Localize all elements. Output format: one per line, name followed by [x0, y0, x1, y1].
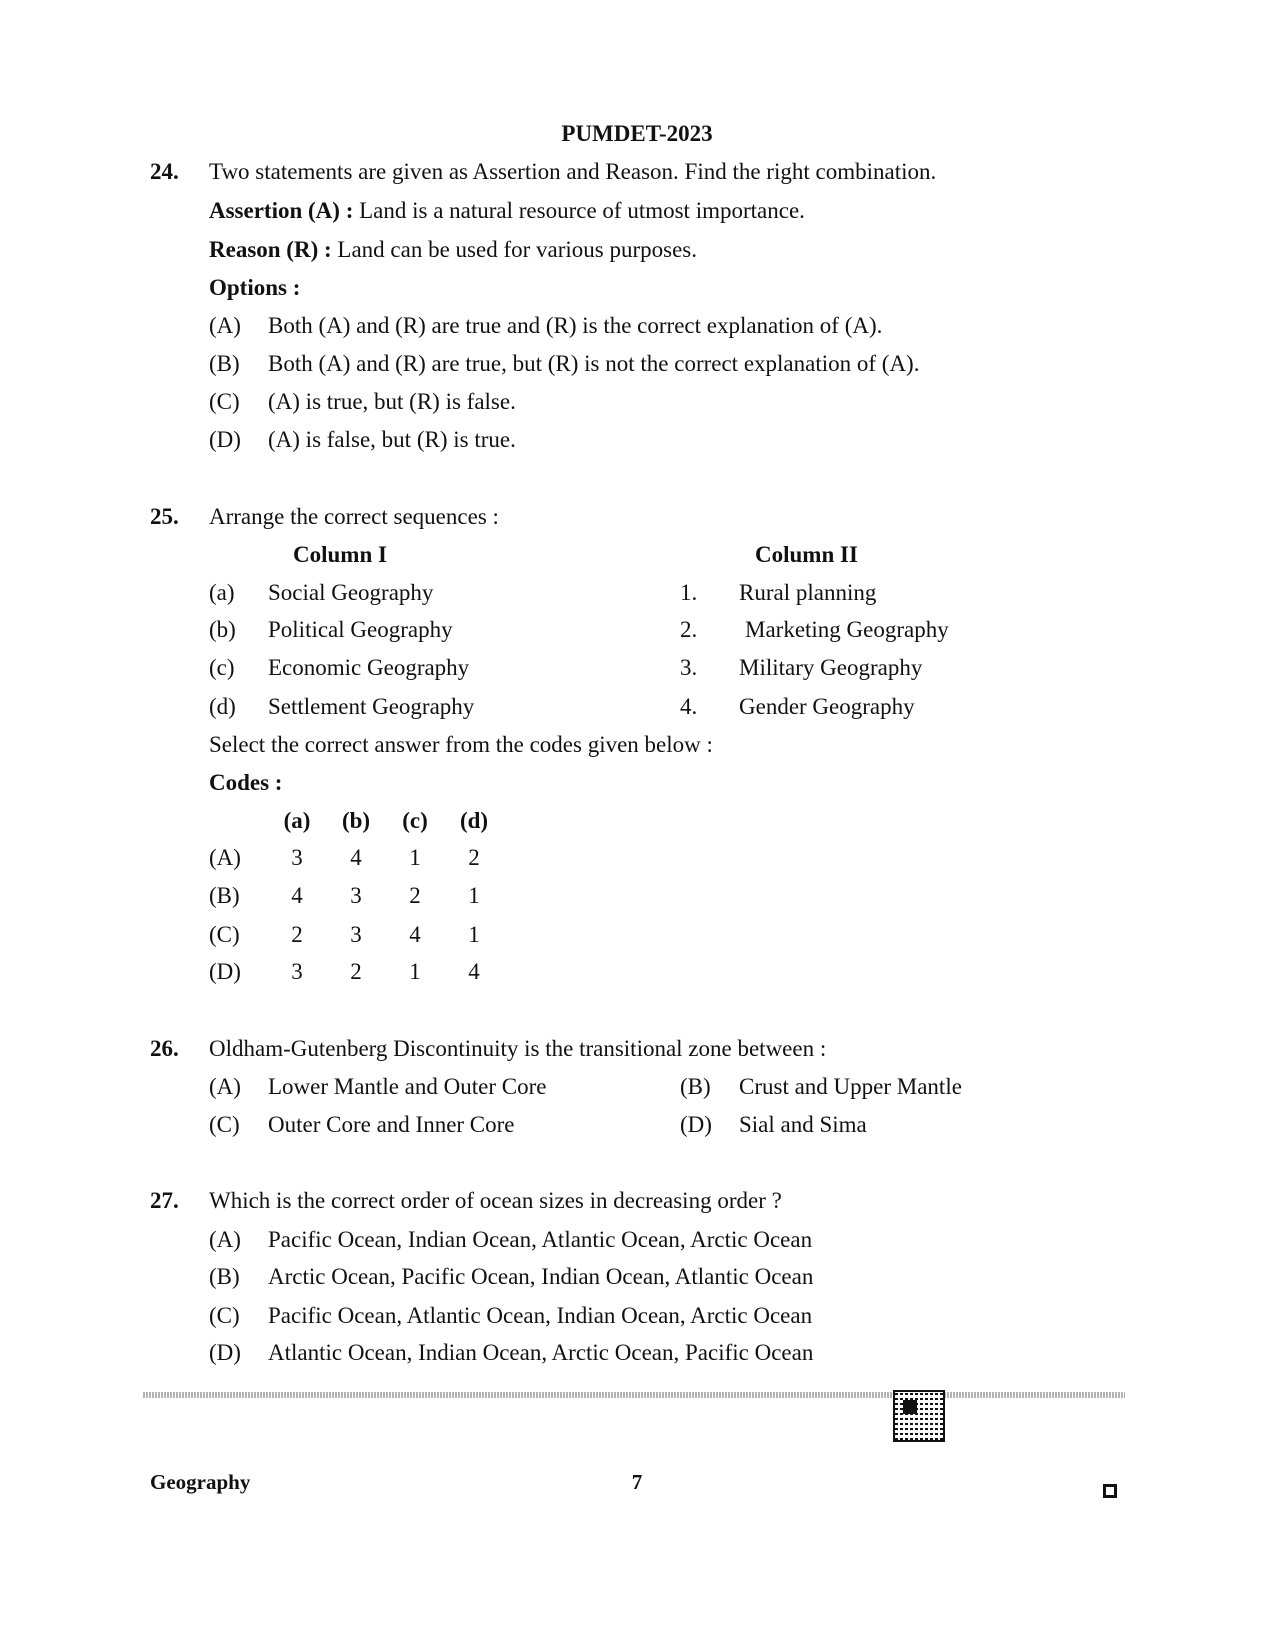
col2-item-4-label: 4. — [680, 694, 698, 719]
codes-row-b-label: (B) — [209, 883, 240, 908]
q27-option-d-text: Atlantic Ocean, Indian Ocean, Arctic Ocean, Pacific Ocean — [268, 1340, 814, 1365]
question-26-text: Oldham-Gutenberg Discontinuity is the transitional zone between : — [209, 1036, 827, 1061]
codes-cell: 3 — [350, 883, 362, 908]
q27-option-b-label: (B) — [209, 1264, 240, 1289]
codes-cell: 1 — [409, 959, 421, 984]
codes-header-d: (d) — [459, 808, 489, 833]
codes-instruction: Select the correct answer from the codes given below : — [209, 732, 713, 757]
codes-header-c: (c) — [402, 808, 428, 833]
codes-header-b: (b) — [341, 808, 371, 833]
q24-option-a-label: (A) — [209, 313, 241, 338]
q26-option-c-label: (C) — [209, 1112, 240, 1137]
codes-cell: 4 — [468, 959, 480, 984]
column-2-header: Column II — [755, 542, 858, 567]
codes-cell: 4 — [409, 922, 421, 947]
question-24-number: 24. — [150, 159, 179, 184]
q27-option-a-text: Pacific Ocean, Indian Ocean, Atlantic Ocean, Arctic Ocean — [268, 1227, 813, 1252]
exam-title: PUMDET-2023 — [561, 121, 713, 146]
col2-item-2-text: Marketing Geography — [745, 617, 949, 642]
codes-cell: 4 — [291, 883, 303, 908]
q24-option-b-text: Both (A) and (R) are true, but (R) is not the correct explanation of (A). — [268, 351, 920, 376]
codes-cell: 2 — [291, 922, 303, 947]
col1-item-a-text: Social Geography — [268, 580, 434, 605]
question-25-number: 25. — [150, 504, 179, 529]
question-24-text: Two statements are given as Assertion and Reason. Find the right combination. — [209, 159, 937, 184]
col2-item-1-text: Rural planning — [739, 580, 877, 605]
q26-option-a-text: Lower Mantle and Outer Core — [268, 1074, 547, 1099]
q27-option-c-text: Pacific Ocean, Atlantic Ocean, Indian Ocean, Arctic Ocean — [268, 1303, 813, 1328]
codes-row-d-label: (D) — [209, 959, 241, 984]
codes-cell: 2 — [350, 959, 362, 984]
codes-row-a-label: (A) — [209, 845, 241, 870]
q26-option-a-label: (A) — [209, 1074, 241, 1099]
q24-option-a-text: Both (A) and (R) are true and (R) is the correct explanation of (A). — [268, 313, 883, 338]
question-27-number: 27. — [150, 1188, 179, 1213]
q24-option-d-text: (A) is false, but (R) is true. — [268, 427, 516, 452]
q26-option-d-text: Sial and Sima — [739, 1112, 867, 1137]
codes-cell: 1 — [468, 922, 480, 947]
codes-cell: 3 — [350, 922, 362, 947]
qr-code-icon — [893, 1390, 945, 1442]
assertion-line — [209, 199, 805, 222]
reason-line — [209, 238, 697, 261]
q24-option-c-label: (C) — [209, 389, 240, 414]
col2-item-2-label: 2. — [680, 617, 698, 642]
q26-option-b-text: Crust and Upper Mantle — [739, 1074, 962, 1099]
codes-label: Codes : — [209, 770, 283, 795]
col1-item-b-label: (b) — [209, 617, 236, 642]
codes-cell: 1 — [468, 883, 480, 908]
col2-item-3-label: 3. — [680, 655, 698, 680]
column-1-header: Column I — [293, 542, 387, 567]
question-26-number: 26. — [150, 1036, 179, 1061]
codes-cell: 2 — [409, 883, 421, 908]
assertion-text: Land is a natural resource of utmost importance. — [359, 198, 805, 223]
col2-item-4-text: Gender Geography — [739, 694, 915, 719]
footer-divider — [143, 1392, 1125, 1398]
codes-cell: 1 — [409, 845, 421, 870]
q24-option-c-text: (A) is true, but (R) is false. — [268, 389, 516, 414]
col2-item-3-text: Military Geography — [739, 655, 923, 680]
col1-item-c-label: (c) — [209, 655, 235, 680]
question-27-text: Which is the correct order of ocean sizes in decreasing order ? — [209, 1188, 782, 1213]
q27-option-a-label: (A) — [209, 1227, 241, 1252]
col1-item-c-text: Economic Geography — [268, 655, 470, 680]
col1-item-a-label: (a) — [209, 580, 235, 605]
options-label: Options : — [209, 275, 301, 300]
reason-label: Reason (R) : — [209, 237, 332, 262]
q26-option-c-text: Outer Core and Inner Core — [268, 1112, 515, 1137]
square-marker-icon — [1103, 1484, 1117, 1498]
codes-cell: 3 — [291, 845, 303, 870]
codes-header-a: (a) — [283, 808, 311, 833]
col1-item-d-label: (d) — [209, 694, 236, 719]
col2-item-1-label: 1. — [680, 580, 698, 605]
footer-subject: Geography — [150, 1470, 251, 1494]
q24-option-d-label: (D) — [209, 427, 241, 452]
q26-option-d-label: (D) — [680, 1112, 712, 1137]
q26-option-b-label: (B) — [680, 1074, 711, 1099]
q24-option-b-label: (B) — [209, 351, 240, 376]
codes-row-c-label: (C) — [209, 922, 240, 947]
codes-cell: 3 — [291, 959, 303, 984]
col1-item-d-text: Settlement Geography — [268, 694, 475, 719]
codes-cell: 2 — [468, 845, 480, 870]
codes-cell: 4 — [350, 845, 362, 870]
footer-page-number: 7 — [631, 1470, 643, 1494]
assertion-label: Assertion (A) : — [209, 198, 354, 223]
q27-option-d-label: (D) — [209, 1340, 241, 1365]
q27-option-c-label: (C) — [209, 1303, 240, 1328]
reason-text: Land can be used for various purposes. — [337, 237, 697, 262]
q27-option-b-text: Arctic Ocean, Pacific Ocean, Indian Ocean, Atlantic Ocean — [268, 1264, 814, 1289]
question-25-text: Arrange the correct sequences : — [209, 504, 499, 529]
col1-item-b-text: Political Geography — [268, 617, 453, 642]
